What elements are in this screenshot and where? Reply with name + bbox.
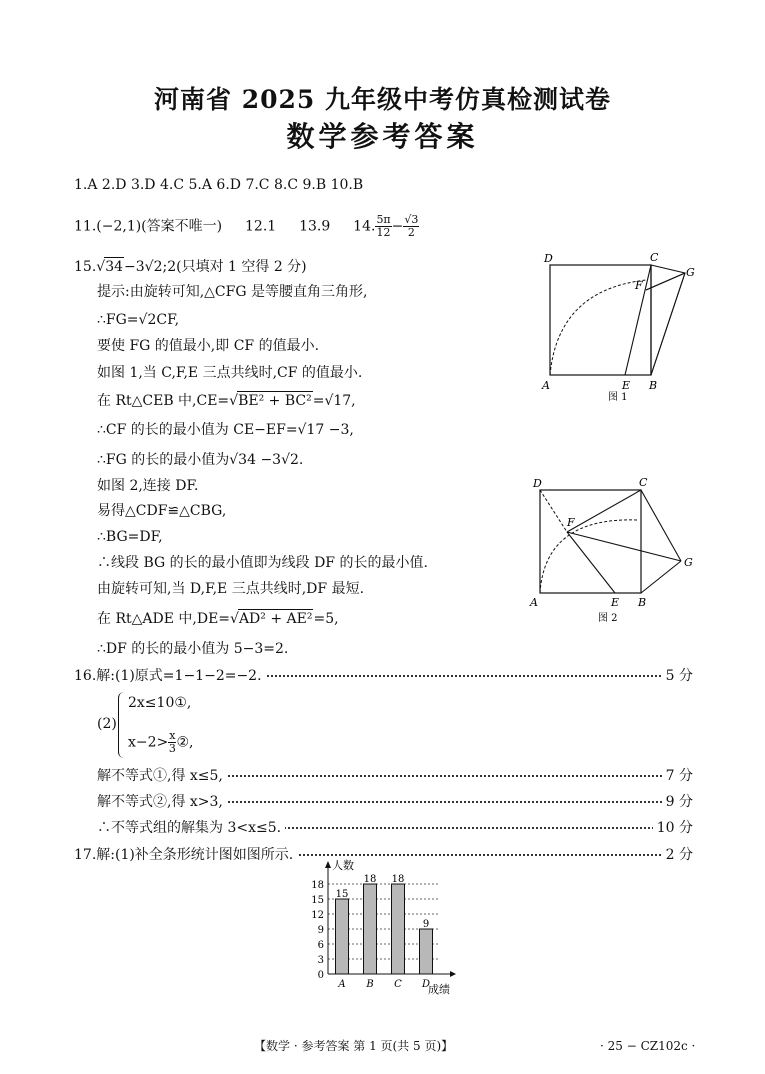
q16-step4-score: 9 分 bbox=[662, 793, 693, 811]
y-tick-label: 18 bbox=[311, 880, 324, 891]
q15-hint-13: 在 Rt△ADE 中,DE=√AD² + AE²=5, bbox=[97, 611, 339, 627]
q15-hint-8: 如图 2,连接 DF. bbox=[97, 478, 199, 494]
label-B: B bbox=[649, 379, 658, 392]
answer-12: 12.1 bbox=[245, 218, 277, 235]
label-D: D bbox=[533, 477, 542, 490]
inequality-1: 2x≤10①, bbox=[128, 695, 192, 711]
q15-hint-1: 提示:由旋转可知,△CFG 是等腰直角三角形, bbox=[97, 284, 368, 300]
q15-hint-9: 易得△CDF≌△CBG, bbox=[97, 503, 227, 519]
label-F: F bbox=[635, 279, 643, 292]
fraction-numerator: √3 bbox=[404, 213, 419, 226]
y-tick-label: 15 bbox=[311, 895, 324, 906]
segment-fe bbox=[567, 532, 615, 593]
inequality-2 bbox=[128, 730, 194, 755]
exam-title: 河南省 2025 九年级中考仿真检测试卷 bbox=[154, 85, 611, 114]
fraction-denominator: 12 bbox=[376, 226, 391, 239]
q16-step3-text: 解不等式①,得 x≤5, bbox=[97, 767, 227, 785]
figure-1-caption: 图 1 bbox=[608, 392, 628, 402]
y-axis-arrow bbox=[325, 861, 331, 868]
q15-answer bbox=[74, 257, 307, 276]
q17-part1-score: 2 分 bbox=[662, 846, 693, 864]
q15-hint-3: 要使 FG 的值最小,即 CF 的值最小. bbox=[97, 338, 320, 354]
fraction-denominator: 2 bbox=[407, 226, 415, 239]
square-abcd bbox=[540, 490, 641, 593]
answer-14-prefix: 14. bbox=[353, 218, 376, 235]
q15-hint-5-post: =√17, bbox=[312, 393, 356, 409]
label-E: E bbox=[611, 596, 620, 609]
label-A: A bbox=[530, 596, 538, 609]
choice-answers: 1.A 2.D 3.D 4.C 5.A 6.D 7.C 8.C 9.B 10.B bbox=[74, 177, 364, 193]
footer-code: · 25 − CZ102c · bbox=[600, 1039, 696, 1053]
bar-value-label: 18 bbox=[363, 874, 377, 885]
q15-hint-5: 在 Rt△CEB 中,CE=√BE² + BC²=√17, bbox=[97, 393, 356, 409]
chart-bars bbox=[336, 874, 433, 990]
q15-hint-14: ∴DF 的长的最小值为 5−3=2. bbox=[97, 641, 289, 657]
label-D: D bbox=[544, 252, 553, 265]
q15-head-rest: −3√2;2(只填对 1 空得 2 分) bbox=[124, 259, 307, 275]
q15-hint-2: ∴FG=√2CF, bbox=[97, 312, 180, 328]
bar-value-label: 18 bbox=[391, 874, 405, 885]
bar-A bbox=[336, 899, 349, 974]
fraction-root3-2 bbox=[403, 214, 419, 239]
q15-hint-7: ∴FG 的长的最小值为√34 −3√2. bbox=[97, 452, 304, 468]
y-tick-label: 0 bbox=[317, 970, 324, 981]
bar-value-label: 9 bbox=[422, 919, 430, 930]
q15-hint-12: 由旋转可知,当 D,F,E 三点共线时,DF 最短. bbox=[97, 581, 365, 597]
y-tick-label: 6 bbox=[317, 940, 324, 951]
label-B: B bbox=[638, 596, 647, 609]
q17-part1-text: 17.解:(1)补全条形统计图如图所示. bbox=[74, 846, 297, 864]
segment-df bbox=[540, 490, 567, 532]
footer-page-info: 【数学 · 参考答案 第 1 页(共 5 页)】 bbox=[254, 1039, 454, 1053]
segment-cf bbox=[646, 273, 685, 290]
q16-part1-text: 16.解:(1)原式=1−1−2=−2. bbox=[74, 667, 266, 685]
q15-hint-11: ∴线段 BG 的长的最小值即为线段 DF 的长的最小值. bbox=[97, 555, 428, 571]
q16-step5-score: 10 分 bbox=[653, 819, 693, 837]
chart-ticks bbox=[311, 880, 324, 981]
minus-sign: − bbox=[391, 218, 404, 235]
inequality-2-pre: x−2> bbox=[128, 734, 169, 751]
figure-1 bbox=[530, 250, 705, 402]
q16-step5-text: ∴不等式组的解集为 3<x≤5. bbox=[97, 819, 285, 837]
answer-11: 11.(−2,1)(答案不唯一) bbox=[74, 218, 223, 235]
label-G: G bbox=[686, 266, 695, 279]
x-tick-label: D bbox=[421, 979, 431, 990]
q16-part1-score: 5 分 bbox=[662, 667, 693, 685]
q16-step3-score: 7 分 bbox=[662, 767, 693, 785]
fraction-denominator: 3 bbox=[168, 742, 176, 755]
x-axis-label: 成绩 bbox=[428, 983, 450, 996]
bar-chart bbox=[300, 858, 465, 996]
y-axis-label: 人数 bbox=[332, 859, 354, 872]
q15-hint-10: ∴BG=DF, bbox=[97, 529, 163, 545]
system-brace bbox=[118, 692, 127, 758]
fraction-5pi-12 bbox=[375, 214, 391, 239]
x-tick-label: A bbox=[338, 979, 346, 990]
fraction-numerator: 5π bbox=[376, 213, 391, 226]
answer-13: 13.9 bbox=[299, 218, 331, 235]
q15-hint-5-pre: 在 Rt△CEB 中,CE= bbox=[97, 393, 230, 409]
segment-cg bbox=[641, 490, 681, 561]
x-tick-label: B bbox=[366, 979, 374, 990]
q16-part2-label: (2) bbox=[97, 716, 117, 732]
figure-2 bbox=[525, 475, 700, 625]
y-tick-label: 9 bbox=[317, 925, 324, 936]
q15-hint-4: 如图 1,当 C,F,E 三点共线时,CF 的值最小. bbox=[97, 365, 363, 381]
radical-be-bc: BE² + BC² bbox=[238, 393, 312, 409]
x-tick-label: C bbox=[394, 979, 402, 990]
segment-fg bbox=[567, 532, 681, 561]
y-tick-label: 3 bbox=[317, 955, 324, 966]
segment-gb bbox=[651, 273, 685, 375]
label-C: C bbox=[639, 476, 648, 489]
answer-title: 数学参考答案 bbox=[286, 120, 479, 153]
label-G: G bbox=[684, 556, 693, 569]
bar-value-label: 15 bbox=[335, 889, 349, 900]
y-tick-label: 12 bbox=[311, 910, 324, 921]
label-F: F bbox=[567, 516, 575, 529]
fraction-numerator: x bbox=[169, 729, 176, 742]
rotation-arc bbox=[550, 280, 646, 375]
label-E: E bbox=[622, 379, 631, 392]
rotation-arc bbox=[540, 520, 637, 593]
figure-2-caption: 图 2 bbox=[598, 613, 618, 624]
q15-hint-13-pre: 在 Rt△ADE 中,DE= bbox=[97, 611, 231, 627]
bar-C bbox=[392, 884, 405, 974]
q15-hint-6: ∴CF 的长的最小值为 CE−EF=√17 −3, bbox=[97, 422, 354, 438]
inequality-2-post: ②, bbox=[176, 734, 194, 751]
bar-D bbox=[420, 929, 433, 974]
q15-head-prefix: 15.√ bbox=[74, 259, 106, 275]
x-axis-arrow bbox=[450, 971, 456, 977]
radical-ad-ae: AD² + AE² bbox=[238, 611, 313, 627]
label-A: A bbox=[542, 379, 550, 392]
q16-step4-text: 解不等式②,得 x>3, bbox=[97, 793, 227, 811]
segment-cf bbox=[567, 490, 641, 532]
radical-34: 34 bbox=[105, 259, 124, 275]
fill-answers bbox=[74, 214, 419, 239]
q15-hint-13-post: =5, bbox=[313, 611, 339, 627]
label-C: C bbox=[650, 251, 659, 264]
bar-B bbox=[364, 884, 377, 974]
segment-gb bbox=[641, 561, 681, 593]
